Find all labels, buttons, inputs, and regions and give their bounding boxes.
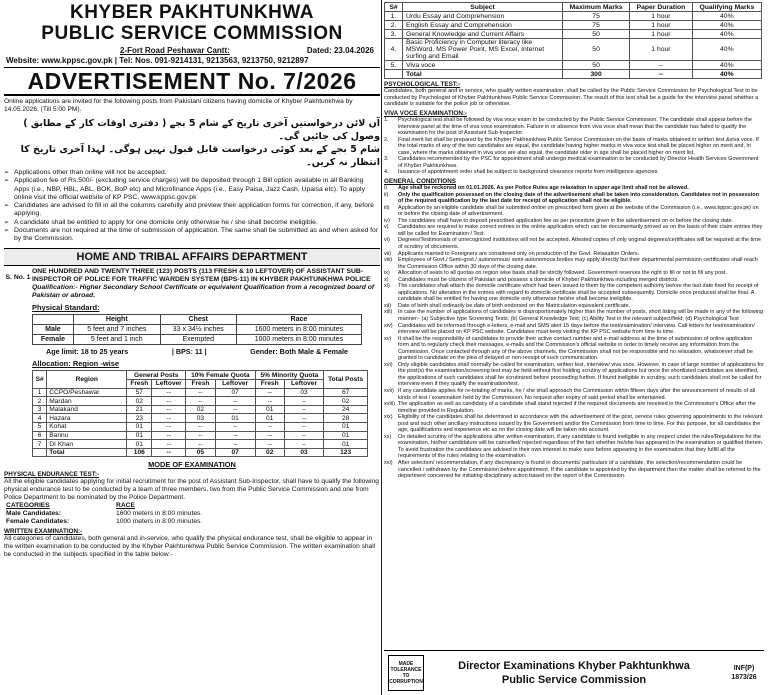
table-cell: -- — [215, 423, 255, 432]
list-item — [384, 283, 764, 303]
table-header-cell: Race — [236, 315, 361, 325]
table-header-cell: Leftover — [215, 380, 255, 389]
item-text: If any candidate applies for re-totaling of marks, he / she shall approach the Commission within fifteen days after the announcement of results of all kinds of test / examination held by the Commission. No request after expiry of said period shall be entertained. — [398, 387, 756, 401]
allocation-heading: Allocation: Region -wise — [32, 359, 120, 369]
item-number: xix) — [384, 414, 393, 421]
table-header-cell: General Posts — [127, 371, 186, 380]
item-number: iii) — [384, 204, 390, 211]
table-row — [33, 440, 368, 449]
item-number: 3. — [384, 156, 389, 163]
table-cell: 50 — [563, 39, 630, 61]
logo-icon — [388, 655, 424, 691]
table-cell: -- — [284, 397, 323, 406]
item-number: xii) — [384, 302, 392, 309]
table-cell: -- — [186, 423, 216, 432]
male-cat: Male Candidates: — [6, 510, 61, 518]
list-item — [384, 192, 764, 205]
table-cell: -- — [152, 405, 186, 414]
table-cell: -- — [215, 397, 255, 406]
list-item — [384, 224, 764, 237]
table-cell: 5 feet and 1 inch — [73, 335, 160, 345]
org-line-2: PUBLIC SERVICE COMMISSION — [41, 23, 343, 44]
column-divider — [381, 0, 382, 695]
table-row — [33, 325, 362, 335]
table-cell: 05 — [186, 448, 216, 457]
item-number: viii) — [384, 257, 393, 264]
written-exam-heading: WRITTEN EXAMINATION:- — [4, 528, 83, 536]
item-text: Candidates recommended by the PSC for appointment shall undergo medical examination to be conducted by Director Health Services Government of Khyber Pakhtunkhwa. — [398, 156, 759, 169]
list-item — [384, 257, 764, 270]
table-header-cell: Leftover — [284, 380, 323, 389]
table-cell: 2. — [385, 21, 403, 30]
table-cell: 5 feet and 7 inches — [73, 325, 160, 335]
table-cell: 02 — [186, 405, 216, 414]
table-cell: -- — [152, 440, 186, 449]
item-number: xxi) — [384, 460, 393, 466]
table-cell: -- — [255, 440, 284, 449]
item-number: ii) — [384, 191, 389, 198]
table-cell: Bannu — [47, 431, 127, 440]
table-cell: 6 — [33, 431, 47, 440]
table-header-cell: Fresh — [255, 380, 284, 389]
table-cell: 07 — [215, 448, 255, 457]
table-row — [33, 414, 368, 423]
physical-standard-heading: Physical Standard: — [32, 303, 100, 313]
item-text: Psychological test shall be followed by viva voce exam to be conducted by the Public Service Commission. The candidate shall appear before the interview panel at the time of viva voce examination. Failure in or absence from viva voce shall mean that the candidate has failed to qualify the examination for the post of Assistant Sub-Inspector. — [398, 117, 752, 137]
table-cell: 23 — [127, 414, 152, 423]
table-cell: 75 — [563, 21, 630, 30]
table-cell: 75 — [563, 12, 630, 21]
allocation-table — [32, 370, 368, 457]
table-cell: Malakand — [47, 405, 127, 414]
table-cell: -- — [255, 388, 284, 397]
inf-code: INF(P) — [733, 664, 755, 672]
table-cell: CCPO/Peshawar — [47, 388, 127, 397]
item-text: Applicants married to Foreigners are considered only on production of the Govt. Relaxation Orders. — [398, 250, 640, 257]
table-cell: Male — [33, 325, 74, 335]
urdu-notice-2: شام 5 بجے کے بعد کوئی درخواست قابل قبول نہیں ہوگی۔ لہذا آخری تاریخ کا انتظار نہ کریں۔ — [20, 144, 380, 168]
table-cell: 1 hour — [630, 12, 693, 21]
table-cell: 57 — [127, 388, 152, 397]
table-cell: 01 — [127, 431, 152, 440]
table-header-cell: Total Posts — [324, 371, 368, 388]
general-conditions-heading: GENERAL CONDITIONS — [384, 178, 456, 186]
list-item — [384, 237, 764, 250]
table-cell: -- — [255, 397, 284, 406]
pet-text: All the eligible candidates applying for initial recruitment for the post of Assistant Sub-Inspector, shall have to qualify the following physical endurance test to be conducted by a team of three members, two from the Public Service Commission and one from Police Department to be nominated by the Police Department. — [4, 478, 379, 502]
table-header-cell: Region — [47, 371, 127, 388]
list-item — [384, 336, 764, 362]
age-limit: Age limit: 18 to 25 years — [46, 347, 129, 357]
item-number: xi) — [384, 283, 390, 290]
table-cell: 3. — [385, 30, 403, 39]
table-cell: -- — [284, 414, 323, 423]
instruction-item: ➢ Documents are not required at the time of submission of application. The same shall be submitted as and when asked for by the Commission. — [4, 227, 380, 244]
table-header-cell: 5% Minority Quota — [255, 371, 324, 380]
instructions-list — [4, 169, 380, 244]
department-heading: HOME AND TRIBAL AFFAIRS DEPARTMENT — [4, 248, 380, 266]
mode-of-exam-heading: MODE OF EXAMINATION — [148, 460, 236, 470]
table-cell: Total — [47, 448, 127, 457]
table-cell: 40% — [692, 12, 761, 21]
table-cell: -- — [255, 431, 284, 440]
item-number: x) — [384, 276, 389, 283]
categories-heading: CATEGORIES — [6, 502, 50, 510]
item-text: The candidates shall attach the domicile certificate which had been issued to them by the competent authority before the last date fixed for receipt of applications. No alteration in the entries with regard to domicile certificate shall be accepted subsequently. Domicile once produced shall be final. A candidate shall be entitled for having one domicile only otherwise he/she shall become ineligible. — [398, 283, 759, 303]
instruction-item: ➢ Applications other than online will not be accepted. — [4, 169, 380, 177]
table-cell: -- — [186, 388, 216, 397]
table-cell: 24 — [324, 405, 368, 414]
advertisement-title: ADVERTISEMENT No. 7/2026 — [4, 68, 380, 96]
table-cell — [385, 70, 403, 79]
instruction-item: ➢ A candidate shall be entitled to apply for one domicile only otherwise he / she shall become ineligible. — [4, 219, 380, 227]
table-cell: 40% — [692, 61, 761, 70]
table-cell: 28 — [324, 414, 368, 423]
list-item — [384, 434, 764, 460]
table-cell: 3 — [33, 405, 47, 414]
table-row — [385, 39, 762, 61]
item-number: 4. — [384, 169, 389, 176]
table-cell: 01 — [127, 423, 152, 432]
table-cell: 5 — [33, 423, 47, 432]
list-item — [384, 323, 764, 336]
inf-no: 1873/26 — [731, 673, 757, 681]
item-number: 2. — [384, 136, 389, 143]
left-column — [4, 2, 380, 692]
table-cell: -- — [284, 405, 323, 414]
male-race: 1600 meters in 8:00 minutes. — [116, 510, 203, 518]
post-title: ONE HUNDRED AND TWENTY THREE (123) POSTS (113 FRESH & 10 LEFTOVER) OF ASSISTANT SUB-INSPECTOR OF POLICE FOR TRAFFIC WARDEN SYSTEM (BPS-11) IN KHYBER PAKHTUNKHWA POLICE — [32, 267, 371, 283]
table-cell: 01 — [127, 440, 152, 449]
table-header-cell: S# — [385, 3, 403, 12]
table-cell: Urdu Essay and Comprehension — [403, 12, 563, 21]
table-row — [33, 405, 368, 414]
item-number: v) — [384, 224, 389, 231]
table-cell: Exempted — [160, 335, 236, 345]
footer-title — [424, 659, 724, 687]
table-header-cell: 10% Female Quota — [186, 371, 255, 380]
table-header-row — [385, 3, 762, 12]
female-cat: Female Candidates: — [6, 518, 70, 526]
pet-heading: PHYSICAL ENDURANCE TEST:- — [4, 471, 100, 479]
list-item — [384, 460, 764, 480]
item-text: The application as well as candidacy of a candidate shall stand rejected if the required documents are received in the Commission's Office after the timeline provided in Regulation. — [398, 401, 756, 414]
item-text: After selection/ recommendation, if any discrepancy is found in documents/ particulars of a candidate, the selection/recommendation could be cancelled / withdrawn by the Commission before appointment. If the candidate is appointed by the department then the matter shall be referred to the department concerned for initiating disciplinary action based on the report of the Commission. — [398, 460, 761, 480]
table-cell: 01 — [255, 405, 284, 414]
table-row — [385, 70, 762, 79]
footer — [384, 650, 764, 694]
table-cell: -- — [152, 397, 186, 406]
table-cell: General Knowledge and Current Affairs — [403, 30, 563, 39]
table-cell: Basic Proficiency in Computer literacy like MSWord, MS Power Point, MS Excel, Internet surfing and Email — [403, 39, 563, 61]
table-header-cell — [33, 315, 74, 325]
table-row — [33, 335, 362, 345]
table-cell: -- — [152, 431, 186, 440]
table-cell: Female — [33, 335, 74, 345]
general-conditions-list — [384, 185, 764, 480]
table-header-cell: Height — [73, 315, 160, 325]
dated: Dated: 23.04.2026 — [306, 46, 374, 55]
list-item — [384, 169, 764, 176]
table-cell: -- — [152, 388, 186, 397]
item-number: xvi) — [384, 361, 393, 368]
table-cell: 03 — [186, 414, 216, 423]
table-cell: 1 — [33, 388, 47, 397]
viva-heading: VIVA VOCE EXAMINATION:- — [384, 110, 468, 118]
table-cell: 2 — [33, 397, 47, 406]
item-text: Candidates are required to make correct entries in the online application which can be documentarily proved as on the basis of their claim entries they will be called for Examination / Test. — [398, 224, 763, 237]
address-row — [4, 46, 380, 55]
table-header-cell: Qualifying Marks — [692, 3, 761, 12]
item-text: In case the number of applications of candidates is disproportionately higher than the number of posts, short listing will be made in any of the following manner:- (a) Subjective type Screening Tests; (b) General Knowledge Test; (c) Ability Test in the relevant subject/field; (d) Psychological Test — [398, 309, 764, 322]
table-cell: Total — [403, 70, 563, 79]
item-text: Date of birth shall ordinarily be date of birth endorsed on the Matriculation equivalent certificate. — [398, 302, 631, 309]
table-header-cell: S# — [33, 371, 47, 388]
psych-heading: PSYCHOLOGICAL TEST:- — [384, 81, 461, 88]
list-item — [384, 401, 764, 414]
item-text: Final merit list shall be prepared by the Khyber Pakhtunkhwa Public Service Commission on the basis of marks obtained in written test &viva voce. If the total marks of any of the two candidates are equal, the candidate having higher marks in viva voce test shall be placed higher on merit and, in case, where the marks obtained in viva voce are also equal, the candidate older in age shall be placed higher on merit list. — [398, 136, 759, 156]
table-row — [385, 12, 762, 21]
list-item — [384, 156, 764, 169]
table-row — [385, 21, 762, 30]
table-cell: 21 — [127, 405, 152, 414]
table-row — [33, 423, 368, 432]
item-text: Eligibility of the candidates shall be determined in accordance with the advertisement of the post, service rules governing appointments to the relevant post and such other ancillary instructions issued by the Government and/or the Commission from time to time. For this purpose, for all candidates the age, qualifications and experience etc as on the closing date will be taken into account. — [398, 414, 763, 434]
table-cell: -- — [630, 61, 693, 70]
item-text: Candidates must be citizens of Pakistan and possess a domicile of Khyber Pakhtunkhwa including merged districts. — [398, 276, 679, 283]
table-cell: -- — [152, 414, 186, 423]
psych-text: Candidates, both general and in service, who qualify written examination, shall be called by the Public Service Commission for Psychological Test to be conducted by Psychologist of Khyber Pakhtunkhwa Public Service Commission. The result of this test shall be a guide for the interview panel whether a candidate is suitable for the police job or otherwise. — [384, 88, 759, 108]
female-race: 1000 meters in 8:00 minutes. — [116, 518, 203, 526]
right-column — [384, 2, 764, 692]
table-cell: 300 — [563, 70, 630, 79]
table-cell: 4. — [385, 39, 403, 61]
logo-text-2: TOLERANCE — [390, 666, 422, 673]
table-cell: 1600 meters in 8:00 minutes — [236, 325, 361, 335]
footer-title-1: Director Examinations Khyber Pakhtunkhwa — [458, 659, 690, 672]
table-cell: 1 hour — [630, 39, 693, 61]
address: 2-Fort Road Peshawar Cantt: — [120, 46, 230, 55]
item-text: Degrees/Testimonials of unrecognized institutions will not be accepted. Attested copies of only original degrees/certificates will be required at the time of scrutiny of documents. — [398, 237, 761, 250]
table-row — [33, 388, 368, 397]
instruction-item: ➢ Candidates are advised to fill in all the columns carefully and preview their application forms for correction, if any, before applying. — [4, 202, 380, 219]
item-number: xiii) — [384, 309, 393, 316]
item-number: xv) — [384, 335, 392, 342]
age-bps-gender — [32, 345, 362, 358]
table-cell: 7 — [33, 440, 47, 449]
item-text: Issuance of appointment order shall be subject to background clearance reports from intelligence agencies. — [398, 169, 659, 176]
item-text: On detailed scrutiny of the applications after written examination, if any candidate is found ineligible in any respect under the rules/Regulations for the examination, his/her candidature will be cancelled/ rejected regardless of the fact whether he/she has appeared in the examination or qualified therein. To avoid frustration the candidates are advised in their own interest to make sure before appearing in the examination that they fulfill all the requirements of the rules relating to the examination. — [398, 433, 764, 460]
item-number: 1. — [384, 117, 389, 124]
table-cell: 67 — [324, 388, 368, 397]
table-header-cell: Fresh — [186, 380, 216, 389]
table-cell: -- — [284, 423, 323, 432]
item-number: vii) — [384, 250, 392, 257]
table-cell: 02 — [324, 397, 368, 406]
table-row — [385, 61, 762, 70]
table-cell: 40% — [692, 30, 761, 39]
table-header-cell: Subject — [403, 3, 563, 12]
race-table — [4, 502, 380, 526]
written-exam-text: All categories of candidates, both general and in-service, who qualify the physical endurance test, shall be eligible to appear in the written examination to be conducted by the Khyber Pakhtunkhwa Public Service Commission. The written examination shall be conducted in the subjects specified in the table below:- — [4, 535, 376, 559]
table-cell: 01 — [255, 414, 284, 423]
item-text: It shall be the responsibility of candidates to provide their active contact number and e-mail address at the time of submission of online application form and to regularly check their messages, e-mails and the Commission's official website in order to timely receive any information from the Commission. Once contacted through any of the above channels, the Commission shall not be responsible and no relaxation, whatsoever shall be granted to candidate on the plea of delayed or non-receipt of such communication. — [398, 335, 753, 362]
table-cell: 4 — [33, 414, 47, 423]
list-item — [384, 205, 764, 218]
table-cell: -- — [630, 70, 693, 79]
logo-text-3: TO CORRUPTION — [389, 672, 423, 685]
table-cell: 02 — [255, 448, 284, 457]
table-header-row — [33, 371, 368, 380]
website-tel: Website: www.kppsc.gov.pk | Tel: Nos. 091-9214131, 9213563, 9213750, 9212897 — [4, 55, 380, 68]
table-header-cell: Chest — [160, 315, 236, 325]
item-text: The candidates shall have to deposit prescribed application fee as per procedure given in the advertisement on or before the closing date. — [398, 217, 734, 224]
table-cell: 03 — [284, 388, 323, 397]
table-cell: 106 — [127, 448, 152, 457]
table-cell: 50 — [563, 61, 630, 70]
table-cell: 40% — [692, 39, 761, 61]
table-cell: Hazara — [47, 414, 127, 423]
table-cell: 1000 meters in 8:00 minutes — [236, 335, 361, 345]
table-cell: DI Khan — [47, 440, 127, 449]
table-cell: 1. — [385, 12, 403, 21]
table-cell: 1 hour — [630, 21, 693, 30]
table-cell: -- — [186, 397, 216, 406]
table-cell: 01 — [215, 414, 255, 423]
footer-title-2: Public Service Commission — [501, 673, 647, 686]
gender: Gender: Both Male & Female — [250, 347, 348, 357]
table-cell: -- — [152, 423, 186, 432]
race-heading: RACE — [116, 502, 135, 510]
table-cell: -- — [215, 431, 255, 440]
table-cell: 01 — [324, 423, 368, 432]
table-cell: Mardan — [47, 397, 127, 406]
table-cell: 1 hour — [630, 30, 693, 39]
item-text: Candidates will be informed through e-letters, e-mail and SMS alert 15 days before the test/examination/ interview. Call letters for test/examination/ interview will be placed on KP PSC website. Candidates must keep visiting the KP PSC website from time to time. — [398, 322, 755, 336]
intro-text: Online applications are invited for the following posts from Pakistani citizens having domicile of Khyber Pakhtunkhwa by 14.05.2026. (Till 5:00 PM). — [4, 98, 353, 113]
item-text: Age shall be reckoned on 01.01.2026. As per Police Rules age relaxation in upper age limit shall not be allowed. — [398, 185, 689, 192]
table-cell: -- — [284, 440, 323, 449]
logo-text-1: MADE — [398, 660, 414, 667]
list-item — [384, 117, 764, 137]
table-cell: 123 — [324, 448, 368, 457]
table-row — [33, 431, 368, 440]
table-header-cell: Maximum Marks — [563, 3, 630, 12]
list-item — [384, 137, 764, 157]
inf-number — [724, 664, 764, 682]
item-text: Allocation of seats to all quotas on region wise basis shall be strictly followed. Government reserves the right to fill or not to fill any post. — [398, 270, 727, 277]
item-number: i) — [384, 185, 388, 192]
table-cell: -- — [284, 431, 323, 440]
item-number: iv) — [384, 217, 390, 224]
table-cell: -- — [215, 405, 255, 414]
table-cell: -- — [215, 440, 255, 449]
physical-standard-table — [32, 314, 362, 345]
table-cell — [33, 448, 47, 457]
table-cell: 33 x 34½ inches — [160, 325, 236, 335]
table-cell: 40% — [692, 70, 761, 79]
urdu-notice-1: آن لائن درخواستیں آخری تاریخ کے شام 5 بجے ( دفتری اوقات کار کے مطابق ) وصول کی جائیں گی۔ — [23, 118, 380, 142]
table-cell: -- — [186, 440, 216, 449]
table-cell: 07 — [215, 388, 255, 397]
table-cell: 50 — [563, 30, 630, 39]
item-text: Employees of Govt./ Semi-govt./ autonomous/ semi-autonomous bodies may apply directly but their departmental permission certificates shall reach the Commission Office within 30 days of the closing date. — [398, 257, 758, 270]
item-number: ix) — [384, 270, 390, 277]
table-cell: 01 — [324, 431, 368, 440]
table-cell: 03 — [284, 448, 323, 457]
post-description — [32, 268, 380, 301]
list-item — [384, 414, 764, 434]
item-number: xiv) — [384, 322, 393, 329]
item-number: xvii) — [384, 387, 394, 394]
org-line-1: KHYBER PAKHTUNKHWA — [69, 2, 315, 23]
list-item — [384, 362, 764, 388]
table-row — [385, 30, 762, 39]
serial-number: S. No. 1 — [5, 273, 31, 281]
table-cell: -- — [152, 448, 186, 457]
instruction-item: ➢ Application fee of Rs.500/- (excluding service charges) will be deposited through 1 Bill option available in all Banking Apps (i.e., NBP, HBL, ABL, BOK, BoP etc) and Microfinance Apps (i.e., Easy Paisa, Jazz Cash, Upaisa etc). To apply online visit the official website of KP PSC, www.kppsc.gov.pk — [4, 177, 380, 202]
item-text: Only eligible candidates shall normally be called for examination, written test, interview/ viva voce. However, in case of large number of applications for the post(s) the examination/screening test may be held without first holding scrutiny of applications but once the shortlisted candidates are identified, the applications of such candidates shall be scrutinized before proceeding further. If found ineligible in scrutiny, such candidates shall not be called for interview even if they qualify the examination/test. — [398, 361, 764, 388]
list-item — [384, 309, 764, 322]
table-cell: 01 — [324, 440, 368, 449]
viva-list — [384, 117, 764, 176]
table-cell: 5. — [385, 61, 403, 70]
table-row — [33, 448, 368, 457]
table-header-cell: Leftover — [152, 380, 186, 389]
subjects-table — [384, 2, 762, 79]
table-cell: English Essay and Comprehension — [403, 21, 563, 30]
bps: | BPS: 11 | — [171, 347, 207, 357]
item-text: Only the qualification possessed on the closing date of the advertisement shall be taken into consideration. Candidates not in possession of the required qualification by the last date for receipt of application shall not be eligible. — [398, 191, 759, 205]
table-cell: 02 — [127, 397, 152, 406]
qualification: Qualification:- Higher Secondary School Certificate or equivalent Qualification from a recognized board of Pakistan or abroad. — [32, 284, 375, 300]
item-number: xviii) — [384, 401, 395, 408]
item-number: vi) — [384, 237, 390, 244]
table-header-cell: Paper Duration — [630, 3, 693, 12]
table-cell: -- — [186, 431, 216, 440]
list-item — [384, 388, 764, 401]
table-row — [33, 397, 368, 406]
item-number: xx) — [384, 433, 392, 440]
table-header-cell: Fresh — [127, 380, 152, 389]
table-cell: Viva voce — [403, 61, 563, 70]
item-text: Application by an eligible candidate shall be submitted online on prescribed form given at the website of the Commission (i.e., www.kppsc.gov.pk) on or before the closing date of advertisement. — [398, 204, 759, 218]
table-cell: -- — [255, 423, 284, 432]
post-block — [4, 268, 380, 301]
table-cell: Kohat — [47, 423, 127, 432]
table-header-row — [33, 315, 362, 325]
table-cell: 40% — [692, 21, 761, 30]
